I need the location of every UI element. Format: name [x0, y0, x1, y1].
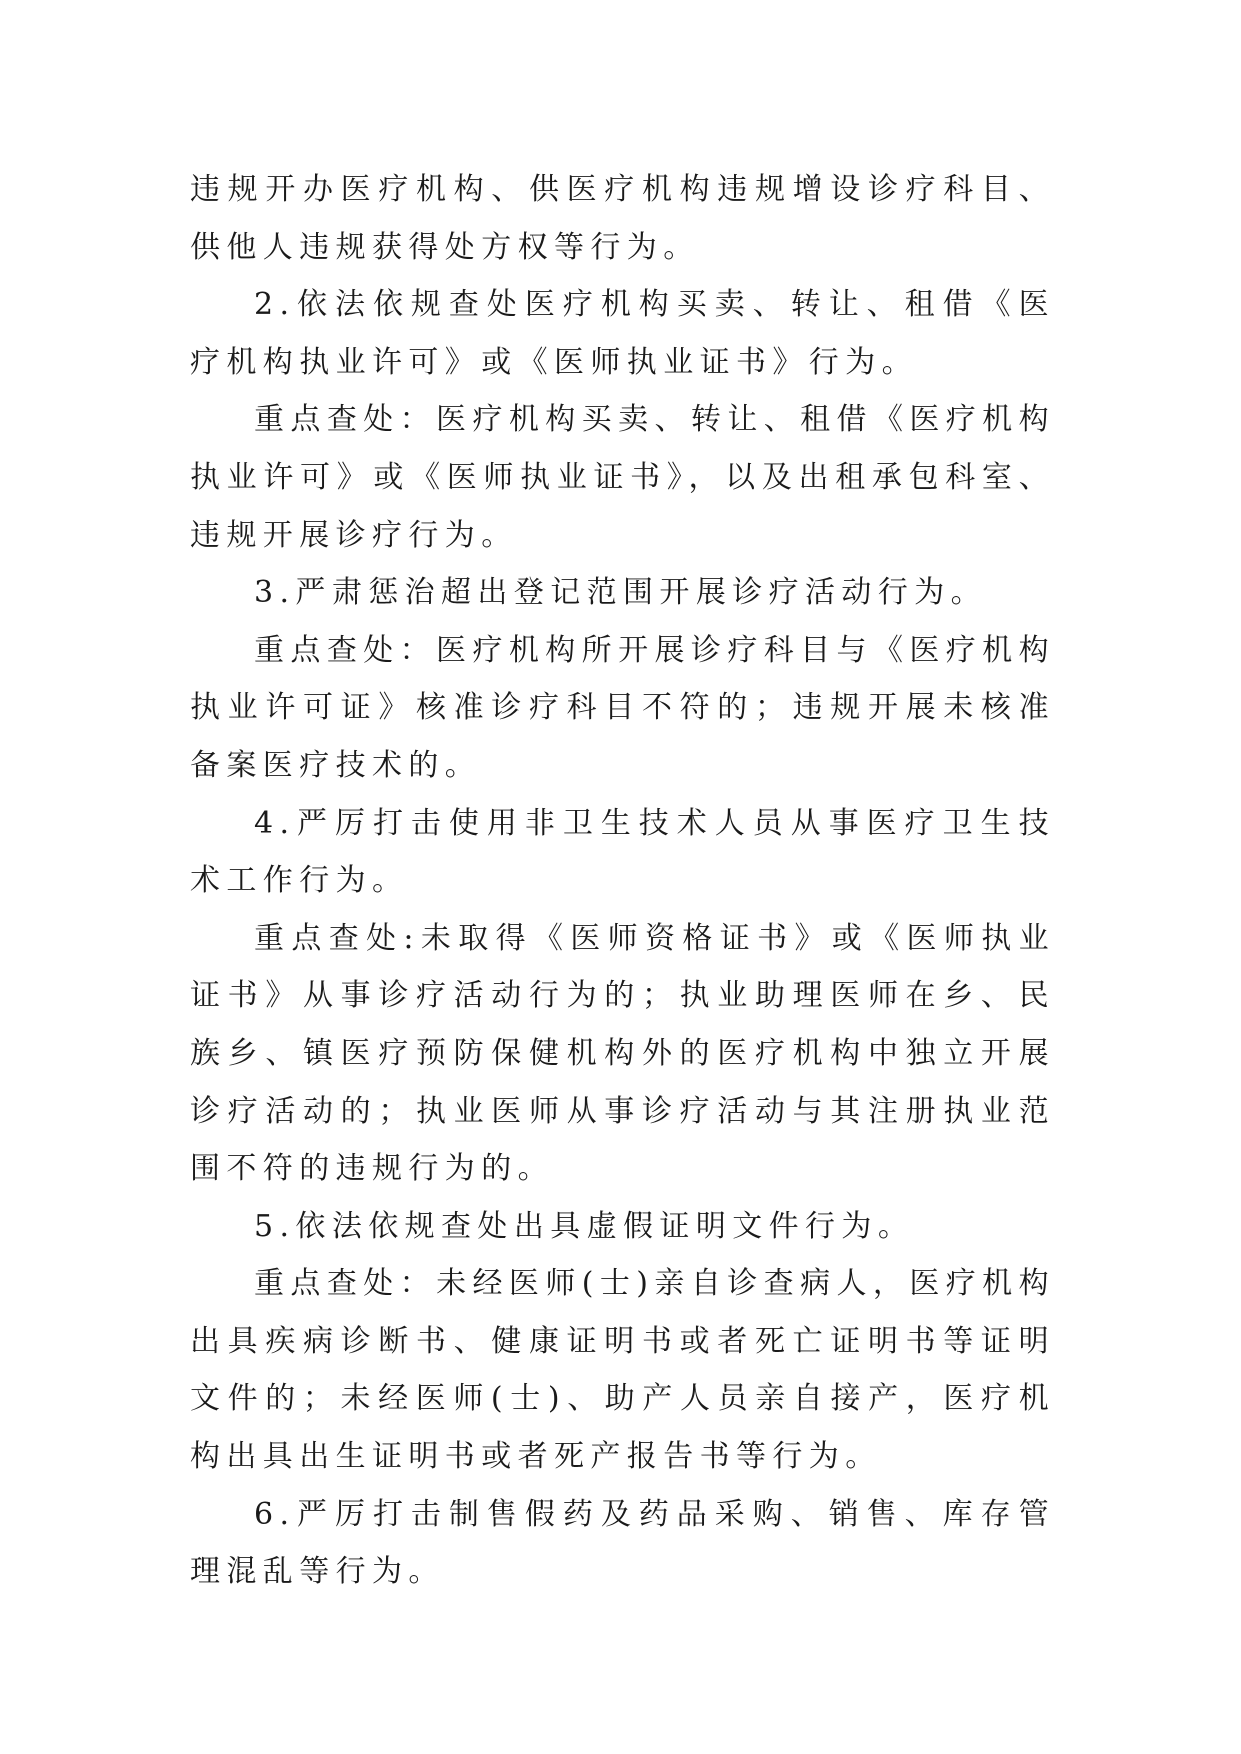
paragraph-item-4: 4.严厉打击使用非卫生技术人员从事医疗卫生技术工作行为。	[190, 805, 1055, 899]
paragraph-item-2-focus: 重点查处：医疗机构买卖、转让、租借《医疗机构执业许可》或《医师执业证书》，以及出租承包科室、违规开展诊疗行为。	[190, 402, 1055, 553]
paragraph-item-2: 2.依法依规查处医疗机构买卖、转让、租借《医疗机构执业许可》或《医师执业证书》行为。	[190, 287, 1055, 380]
document-body	[190, 161, 1055, 1601]
paragraph-item-4-focus: 重点查处:未取得《医师资格证书》或《医师执业证书》从事诊疗活动行为的；执业助理医师在乡、民族乡、镇医疗预防保健机构外的医疗机构中独立开展诊疗活动的；执业医师从事诊疗活动与其注册执业范围不符的违规行为的。	[190, 920, 1055, 1187]
paragraph-item-3-focus: 重点查处：医疗机构所开展诊疗科目与《医疗机构执业许可证》核准诊疗科目不符的；违规开展未核准备案医疗技术的。	[190, 632, 1055, 783]
paragraph-item-3: 3.严肃惩治超出登记范围开展诊疗活动行为。	[254, 575, 988, 611]
paragraph-continuation: 违规开办医疗机构、供医疗机构违规增设诊疗科目、供他人违规获得处方权等行为。	[190, 172, 1055, 265]
paragraph-item-5: 5.依法依规查处出具虚假证明文件行为。	[254, 1208, 915, 1244]
paragraph-item-6: 6.严厉打击制售假药及药品采购、销售、库存管理混乱等行为。	[190, 1496, 1055, 1590]
paragraph-item-5-focus: 重点查处：未经医师(士)亲自诊查病人，医疗机构出具疾病诊断书、健康证明书或者死亡证明书等证明文件的；未经医师(士)、助产人员亲自接产，医疗机构出具出生证明书或者死产报告书等行为。	[190, 1266, 1055, 1475]
